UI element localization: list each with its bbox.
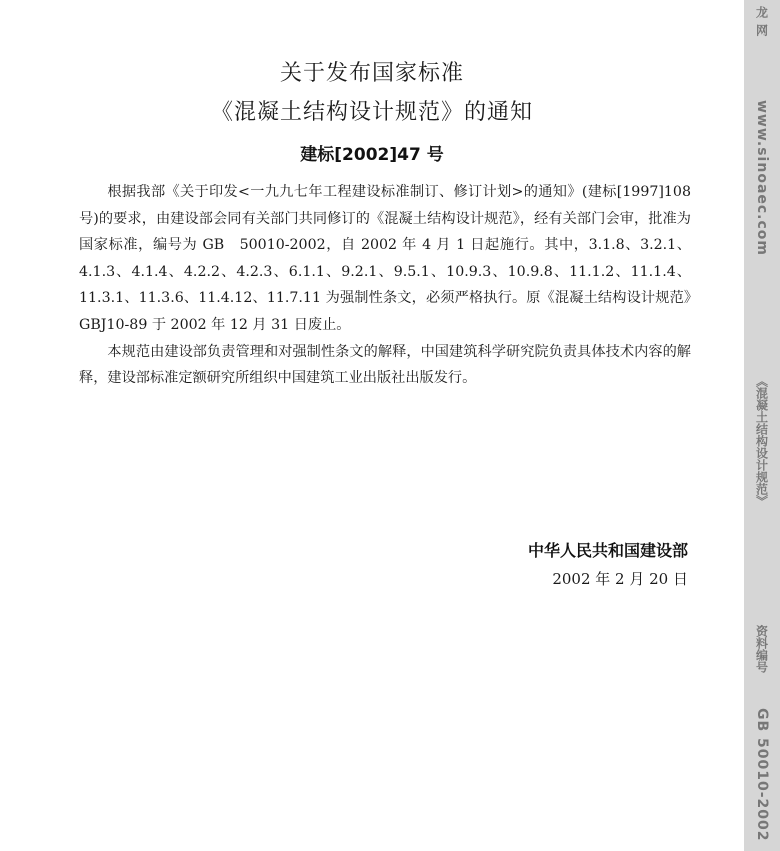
issue-date: 2002 年 2 月 20 日 bbox=[552, 570, 688, 588]
watermark-sidebar bbox=[744, 0, 780, 851]
sidebar-url: www.sinoaec.com bbox=[754, 100, 770, 257]
notice-title-line-1: 关于发布国家标准 bbox=[279, 61, 464, 86]
body-paragraph-2: 本规范由建设部负责管理和对强制性条文的解释，中国建筑科学研究院负责具体技术内容的解释，建设部标准定额研究所组织中国建筑工业出版社出版发行。 bbox=[79, 343, 691, 387]
notice-body bbox=[79, 179, 691, 392]
sidebar-id-label: 资料编号 bbox=[754, 625, 769, 673]
sidebar-standard-code: GB 50010-2002 bbox=[754, 708, 770, 842]
issuing-organization: 中华人民共和国建设部 bbox=[527, 541, 688, 560]
notice-title-line-2: 《混凝土结构设计规范》的通知 bbox=[210, 100, 533, 125]
document-number: 建标[2002]47 号 bbox=[300, 145, 444, 165]
sidebar-site-name: 龙网 bbox=[754, 6, 769, 42]
body-paragraph-1: 根据我部《关于印发<一九九七年工程建设标准制订、修订计划>的通知》(建标[1997]108 号)的要求，由建设部会同有关部门共同修订的《混凝土结构设计规范》，经有关部门会审，批准为国家标准，编号为 GB 50010-2002，自 2002 年 4 月 1 日起施行。其中，3.1.8、3.2.1、4.1.3、4.1.4、4.2.2、4.2.3、6.1.1、9.2.1、9.5.1、10.9.3、10.9.8、11.1.2、11.1.4、11.3.1、11.3.6、11.4.12、11.7.11 为强制性条文，必须严格执行。原《混凝土结构设计规范》GBJ10-89 于 2002 年 12 月 31 日废止。 bbox=[79, 184, 691, 333]
sidebar-document-title: 《混凝土结构设计规范》 bbox=[754, 375, 769, 507]
